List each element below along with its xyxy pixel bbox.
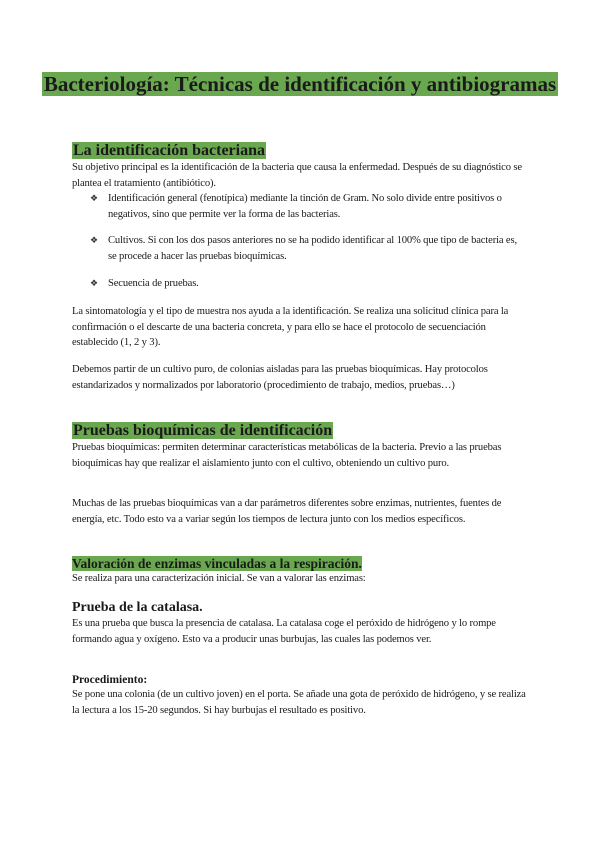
list-item: ❖ Secuencia de pruebas.	[92, 276, 526, 292]
list-item: ❖ Cultivos. Si con los dos pasos anteriores no se ha podido identificar al 100% que tipo de bacteria es, se procede a hacer las pruebas bioquímicas.	[90, 235, 517, 262]
paragraph-procedimiento: Se pone una colonia (de un cultivo joven) en el porta. Se añade una gota de peróxido de hidrógeno, y se realiza la lectura a los 15-20 segundos. Si hay burbujas el resultado es positivo.	[72, 689, 526, 716]
section-heading-enzimas-respiracion: Valoración de enzimas vinculadas a la respiración.	[72, 556, 362, 571]
paragraph-parametros: Muchas de las pruebas bioquímicas van a dar parámetros diferentes sobre enzimas, nutrientes, fuentes de energía, etc. Todo esto va a variar según los tiempos de lectura junto con los medios específicos.	[72, 498, 502, 525]
paragraph-caracterizacion: Se realiza para una caracterización inicial. Se van a valorar las enzimas:	[72, 573, 366, 584]
diamond-bullet-icon: ❖	[90, 278, 98, 288]
paragraph-objetivo: Su objetivo principal es la identificación de la bacteria que causa la enfermedad. Después de su diagnóstico se plantea el tratamiento (antibiótico).	[72, 162, 522, 189]
document-title: Bacteriología: Técnicas de identificación y antibiogramas	[43, 72, 557, 96]
diamond-bullet-icon: ❖	[90, 193, 98, 203]
section-heading-pruebas-bioquimicas: Pruebas bioquímicas de identificación	[73, 422, 333, 439]
paragraph-pruebas-definicion: Pruebas bioquímicas: permiten determinar características metabólicas de la bacteria. Previo a las pruebas bioquímicas hay que realizar el aislamiento junto con el cultivo, obteniendo un cultivo puro.	[72, 442, 502, 469]
subheading-procedimiento: Procedimiento:	[72, 674, 148, 686]
paragraph-cultivo-puro: Debemos partir de un cultivo puro, de colonias aisladas para las pruebas bioquímicas. Hay protocolos estandarizados y normalizados por laboratorio (procedimiento de trabajo, medios, pruebas…)	[72, 364, 488, 391]
paragraph-sintomatologia: La sintomatología y el tipo de muestra nos ayuda a la identificación. Se realiza una solicitud clínica para la confirmación o el descarte de una bacteria concreta, y para ello se hace el protocolo de secuenciación establecido (1, 2 y 3).	[72, 306, 509, 348]
section-heading-identificacion: La identificación bacteriana	[73, 142, 265, 159]
list-item: ❖ Identificación general (fenotípica) mediante la tinción de Gram. No solo divide entre positivos o negativos, sino que permite ver la forma de las bacterias.	[90, 193, 502, 220]
paragraph-catalasa: Es una prueba que busca la presencia de catalasa. La catalasa coge el peróxido de hidrógeno y lo rompe formando agua y oxígeno. Esto va a producir unas burbujas, las cuales las podemos ver.	[72, 618, 496, 645]
subheading-catalasa: Prueba de la catalasa.	[72, 600, 203, 615]
diamond-bullet-icon: ❖	[90, 235, 98, 245]
